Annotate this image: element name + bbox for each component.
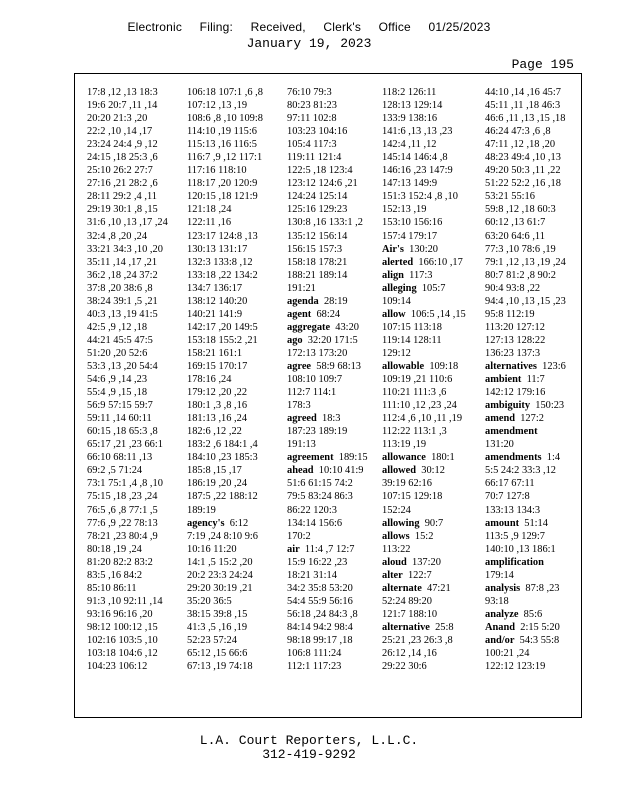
index-entry: 52:23 57:24 bbox=[187, 634, 237, 646]
index-entry: allowed 30:12 bbox=[382, 465, 445, 477]
index-entry: alternatives 123:6 bbox=[485, 360, 566, 372]
index-entry: 107:15 113:18 bbox=[382, 321, 442, 333]
index-entry: 117:16 118:10 bbox=[187, 165, 247, 177]
index-entry: 107:12 ,13 ,19 bbox=[187, 100, 248, 112]
index-entry: alleging 105:7 bbox=[382, 282, 446, 294]
index-entry: 33:21 34:3 ,10 ,20 bbox=[87, 243, 163, 255]
index-entry: allows 15:2 bbox=[382, 530, 434, 542]
index-entry: 122:12 123:19 bbox=[485, 661, 546, 673]
index-entry: agency's 6:12 bbox=[187, 517, 249, 529]
index-entry: 44:10 ,14 ,16 45:7 bbox=[485, 87, 561, 98]
index-entry: 111:10 ,12 ,23 ,24 bbox=[382, 400, 457, 412]
index-entry: 136:23 137:3 bbox=[485, 347, 541, 359]
index-entry: 125:16 129:23 bbox=[287, 204, 348, 216]
index-entry: 113:22 bbox=[382, 543, 411, 555]
filing-word-2: Filing: bbox=[199, 20, 234, 34]
index-entry: 56:18 ,24 84:3 ,8 bbox=[287, 608, 358, 620]
index-entry: 91:3 ,10 92:11 ,14 bbox=[87, 595, 163, 607]
index-entry: amount 51:14 bbox=[485, 517, 548, 529]
index-entry: 25:21 ,23 26:3 ,8 bbox=[382, 634, 453, 646]
index-entry: 32:4 ,8 ,20 ,24 bbox=[87, 230, 148, 242]
index-entry: 60:12 ,13 61:7 bbox=[485, 217, 546, 229]
index-entry: 118:2 126:11 bbox=[382, 87, 437, 98]
index-entry: 20:2 23:3 24:24 bbox=[187, 569, 253, 581]
index-entry: 90:4 93:8 ,22 bbox=[485, 282, 541, 294]
index-entry: 98:12 100:12 ,15 bbox=[87, 621, 158, 633]
index-entry: 109:19 ,21 110:6 bbox=[382, 374, 453, 386]
index-entry: 112:22 113:1 ,3 bbox=[382, 426, 447, 438]
index-entry: 98:18 99:17 ,18 bbox=[287, 634, 353, 646]
index-entry: 146:16 ,23 147:9 bbox=[382, 165, 453, 177]
index-entry: alternative 25:8 bbox=[382, 621, 454, 633]
index-entry: 121:18 ,24 bbox=[187, 204, 232, 216]
index-entry: 66:17 67:11 bbox=[485, 478, 535, 490]
index-entry: 93:18 bbox=[485, 595, 509, 607]
index-entry: aggregate 43:20 bbox=[287, 321, 359, 333]
index-entry: 189:19 bbox=[187, 504, 216, 516]
index-entry: alerted 166:10 ,17 bbox=[382, 256, 463, 268]
index-entry: 54:6 ,9 ,14 ,23 bbox=[87, 374, 148, 386]
index-entry: 158:21 161:1 bbox=[187, 347, 243, 359]
index-entry: 188:21 189:14 bbox=[287, 269, 348, 281]
index-entry: 119:14 128:11 bbox=[382, 334, 442, 346]
index-entry: 135:12 156:14 bbox=[287, 230, 348, 242]
index-entry: 140:21 141:9 bbox=[187, 308, 243, 320]
index-entry: 133:18 ,22 134:2 bbox=[187, 269, 258, 281]
index-entry: 46:24 47:3 ,6 ,8 bbox=[485, 126, 551, 138]
index-entry: 169:15 170:17 bbox=[187, 360, 248, 372]
index-entry: 67:13 ,19 74:18 bbox=[187, 661, 253, 673]
index-entry: 138:12 140:20 bbox=[187, 295, 248, 307]
index-entry: 151:3 152:4 ,8 ,10 bbox=[382, 191, 458, 203]
index-entry: 158:18 178:21 bbox=[287, 256, 348, 268]
index-entry: 26:12 ,14 ,16 bbox=[382, 648, 437, 660]
index-entry: 52:24 89:20 bbox=[382, 595, 432, 607]
index-entry: 25:10 26:2 27:7 bbox=[87, 165, 153, 177]
index-entry: amendment bbox=[485, 426, 538, 438]
index-entry: 145:14 146:4 ,8 bbox=[382, 152, 448, 164]
index-entry: 131:20 bbox=[485, 439, 514, 451]
index-entry: 48:23 49:4 ,10 ,13 bbox=[485, 152, 561, 164]
index-entry: 130:13 131:17 bbox=[187, 243, 248, 255]
index-entry: 73:1 75:1 ,4 ,8 ,10 bbox=[87, 478, 163, 490]
index-entry: agreement 189:15 bbox=[287, 452, 368, 464]
index-entry: 184:10 ,23 185:3 bbox=[187, 452, 258, 464]
index-entry: 123:17 124:8 ,13 bbox=[187, 230, 258, 242]
index-entry: 70:7 127:8 bbox=[485, 491, 530, 503]
index-entry: 152:24 bbox=[382, 504, 411, 516]
index-entry: analysis 87:8 ,23 bbox=[485, 582, 560, 594]
index-entry: 113:20 127:12 bbox=[485, 321, 545, 333]
index-entry: 179:12 ,20 ,22 bbox=[187, 387, 248, 399]
index-entry: 178:16 ,24 bbox=[187, 374, 232, 386]
filing-word-3: Received, bbox=[250, 20, 306, 34]
index-entry: agreed 18:3 bbox=[287, 413, 341, 425]
index-entry: 113:19 ,19 bbox=[382, 439, 427, 451]
index-entry: 35:20 36:5 bbox=[187, 595, 232, 607]
index-entry: 191:13 bbox=[287, 439, 316, 451]
index-entry: 142:4 ,11 ,12 bbox=[382, 139, 437, 151]
transcript-date: January 19, 2023 bbox=[246, 36, 372, 51]
index-entry: 108:10 109:7 bbox=[287, 374, 343, 386]
index-entry: 113:5 ,9 129:7 bbox=[485, 530, 545, 542]
index-entry: 127:13 128:22 bbox=[485, 334, 546, 346]
index-entry: 81:20 82:2 83:2 bbox=[87, 556, 153, 568]
index-entry: 112:7 114:1 bbox=[287, 387, 337, 399]
index-entry: aloud 137:20 bbox=[382, 556, 441, 568]
index-entry: 187:5 ,22 188:12 bbox=[187, 491, 258, 503]
index-entry: 147:13 149:9 bbox=[382, 178, 438, 190]
index-entry: 107:15 129:18 bbox=[382, 491, 443, 503]
index-entry: ambient 11:7 bbox=[485, 374, 545, 386]
index-column-2 bbox=[187, 86, 263, 706]
index-entry: 134:7 136:17 bbox=[187, 282, 243, 294]
index-entry: 140:10 ,13 186:1 bbox=[485, 543, 556, 555]
index-entry: 39:19 62:16 bbox=[382, 478, 432, 490]
index-entry: 46:6 ,11 ,13 ,15 ,18 bbox=[485, 113, 566, 125]
index-entry: 78:21 ,23 80:4 ,9 bbox=[87, 530, 158, 542]
index-entry: 170:2 bbox=[287, 530, 311, 542]
index-frame bbox=[74, 73, 582, 718]
index-entry: 103:18 104:6 ,12 bbox=[87, 648, 158, 660]
index-entry: 132:3 133:8 ,12 bbox=[187, 256, 253, 268]
index-entry: 24:15 ,18 25:3 ,6 bbox=[87, 152, 158, 164]
index-entry: 41:3 ,5 ,16 ,19 bbox=[187, 621, 248, 633]
index-entry: 128:13 129:14 bbox=[382, 100, 443, 112]
index-entry: 178:3 bbox=[287, 400, 311, 412]
index-entry: 179:14 bbox=[485, 569, 514, 581]
index-entry: 83:5 ,16 84:2 bbox=[87, 569, 143, 581]
index-entry: 49:20 50:3 ,11 ,22 bbox=[485, 165, 561, 177]
index-entry: 69:2 ,5 71:24 bbox=[87, 465, 143, 477]
index-entry: analyze 85:6 bbox=[485, 608, 543, 620]
index-entry: 51:20 ,20 52:6 bbox=[87, 347, 148, 359]
index-column-4 bbox=[382, 86, 466, 706]
index-entry: 14:1 ,5 15:2 ,20 bbox=[187, 556, 253, 568]
index-entry: 93:16 96:16 ,20 bbox=[87, 608, 153, 620]
index-entry: 116:7 ,9 ,12 117:1 bbox=[187, 152, 263, 164]
index-entry: 29:20 30:19 ,21 bbox=[187, 582, 253, 594]
index-entry: 142:12 179:16 bbox=[485, 387, 546, 399]
index-entry: 109:14 bbox=[382, 295, 411, 307]
index-entry: 23:24 24:4 ,9 ,12 bbox=[87, 139, 158, 151]
index-entry: 103:23 104:16 bbox=[287, 126, 348, 138]
index-entry: 85:10 86:11 bbox=[87, 582, 137, 594]
index-entry: 54:4 55:9 56:16 bbox=[287, 595, 353, 607]
index-entry: 44:21 45:5 47:5 bbox=[87, 334, 153, 346]
index-entry: 29:19 30:1 ,8 ,15 bbox=[87, 204, 158, 216]
index-column-3 bbox=[287, 86, 368, 706]
index-entry: 65:17 ,21 ,23 66:1 bbox=[87, 439, 163, 451]
index-entry: 18:21 31:14 bbox=[287, 569, 337, 581]
index-entry: 15:9 16:22 ,23 bbox=[287, 556, 348, 568]
index-entry: Anand 2:15 5:20 bbox=[485, 621, 560, 633]
filing-word-4: Clerk's bbox=[323, 20, 362, 34]
index-entry: 76:5 ,6 ,8 77:1 ,5 bbox=[87, 504, 158, 516]
index-entry: 115:13 ,16 116:5 bbox=[187, 139, 257, 151]
index-entry: 122:11 ,16 bbox=[187, 217, 232, 229]
index-entry: 19:6 20:7 ,11 ,14 bbox=[87, 100, 158, 112]
index-entry: 105:4 117:3 bbox=[287, 139, 337, 151]
index-entry: 34:2 35:8 53:20 bbox=[287, 582, 353, 594]
index-entry: 5:5 24:2 33:3 ,12 bbox=[485, 465, 557, 477]
index-entry: 134:14 156:6 bbox=[287, 517, 343, 529]
index-entry: amplification bbox=[485, 556, 544, 568]
index-entry: and/or 54:3 55:8 bbox=[485, 634, 560, 646]
index-entry: 187:23 189:19 bbox=[287, 426, 348, 438]
index-entry: 133:13 134:3 bbox=[485, 504, 541, 516]
index-entry: Air's 130:20 bbox=[382, 243, 438, 255]
index-entry: 106:18 107:1 ,6 ,8 bbox=[187, 87, 263, 98]
index-entry: 38:24 39:1 ,5 ,21 bbox=[87, 295, 158, 307]
index-entry: 35:11 ,14 ,17 ,21 bbox=[87, 256, 158, 268]
index-entry: 76:10 79:3 bbox=[287, 87, 332, 98]
index-entry: agent 68:24 bbox=[287, 308, 341, 320]
index-entry: 17:8 ,12 ,13 18:3 bbox=[87, 87, 158, 98]
index-entry: 186:19 ,20 ,24 bbox=[187, 478, 248, 490]
court-reporter-phone: 312-419-9292 bbox=[262, 747, 356, 762]
index-entry: 22:2 ,10 ,14 ,17 bbox=[87, 126, 153, 138]
index-entry: 94:4 ,10 ,13 ,15 ,23 bbox=[485, 295, 566, 307]
filing-word-5: Office bbox=[378, 20, 411, 34]
electronic-filing-stamp bbox=[0, 20, 618, 34]
index-entry: 180:1 ,3 ,8 ,16 bbox=[187, 400, 248, 412]
index-entry: 100:21 ,24 bbox=[485, 648, 530, 660]
index-entry: 20:20 21:3 ,20 bbox=[87, 113, 148, 125]
index-entry: 185:8 ,15 ,17 bbox=[187, 465, 242, 477]
index-entry: 80:23 81:23 bbox=[287, 100, 337, 112]
index-entry: 38:15 39:8 ,15 bbox=[187, 608, 248, 620]
index-entry: 106:8 111:24 bbox=[287, 648, 342, 660]
index-entry: 63:20 64:6 ,11 bbox=[485, 230, 545, 242]
filing-word-6: 01/25/2023 bbox=[428, 20, 491, 34]
index-entry: agree 58:9 68:13 bbox=[287, 360, 361, 372]
index-entry: 153:18 155:2 ,21 bbox=[187, 334, 258, 346]
index-entry: 86:22 120:3 bbox=[287, 504, 337, 516]
index-entry: allowance 180:1 bbox=[382, 452, 455, 464]
index-entry: amend 127:2 bbox=[485, 413, 544, 425]
index-entry: 53:3 ,13 ,20 54:4 bbox=[87, 360, 158, 372]
index-entry: 141:6 ,13 ,13 ,23 bbox=[382, 126, 453, 138]
index-entry: 53:21 55:16 bbox=[485, 191, 535, 203]
index-entry: 45:11 ,11 ,18 46:3 bbox=[485, 100, 561, 112]
page-number: Page 195 bbox=[511, 57, 574, 72]
index-entry: 124:24 125:14 bbox=[287, 191, 348, 203]
index-column-5 bbox=[485, 86, 566, 706]
index-entry: 29:22 30:6 bbox=[382, 661, 427, 673]
index-entry: air 11:4 ,7 12:7 bbox=[287, 543, 355, 555]
index-entry: 59:8 ,12 ,18 60:3 bbox=[485, 204, 556, 216]
court-reporter-name: L.A. Court Reporters, L.L.C. bbox=[199, 733, 419, 748]
index-entry: 77:6 ,9 ,22 78:13 bbox=[87, 517, 158, 529]
index-entry: amendments 1:4 bbox=[485, 452, 561, 464]
index-entry: 66:10 68:11 ,13 bbox=[87, 452, 153, 464]
index-entry: 75:15 ,18 ,23 ,24 bbox=[87, 491, 158, 503]
index-entry: 156:15 157:3 bbox=[287, 243, 343, 255]
index-entry: 157:4 179:17 bbox=[382, 230, 438, 242]
index-entry: 27:16 ,21 28:2 ,6 bbox=[87, 178, 158, 190]
index-entry: 122:5 ,18 123:4 bbox=[287, 165, 353, 177]
index-entry: 182:6 ,12 ,22 bbox=[187, 426, 242, 438]
index-entry: 65:12 ,15 66:6 bbox=[187, 648, 248, 660]
index-entry: 142:17 ,20 149:5 bbox=[187, 321, 258, 333]
index-entry: 97:11 102:8 bbox=[287, 113, 337, 125]
index-entry: 10:16 11:20 bbox=[187, 543, 237, 555]
index-entry: 104:23 106:12 bbox=[87, 661, 148, 673]
index-entry: 51:22 52:2 ,16 ,18 bbox=[485, 178, 561, 190]
index-entry: 118:17 ,20 120:9 bbox=[187, 178, 258, 190]
index-entry: 42:5 ,9 ,12 ,18 bbox=[87, 321, 148, 333]
index-entry: ago 32:20 171:5 bbox=[287, 334, 358, 346]
index-entry: 130:8 ,16 133:1 ,2 bbox=[287, 217, 363, 229]
index-entry: align 117:3 bbox=[382, 269, 433, 281]
index-entry: 79:1 ,12 ,13 ,19 ,24 bbox=[485, 256, 566, 268]
index-entry: 129:12 bbox=[382, 347, 411, 359]
index-entry: 152:13 ,19 bbox=[382, 204, 427, 216]
index-entry: 7:19 ,24 8:10 9:6 bbox=[187, 530, 259, 542]
index-entry: 55:4 ,9 ,15 ,18 bbox=[87, 387, 148, 399]
index-entry: 108:6 ,8 ,10 109:8 bbox=[187, 113, 263, 125]
index-entry: alter 122:7 bbox=[382, 569, 432, 581]
index-entry: 133:9 138:16 bbox=[382, 113, 438, 125]
index-entry: 181:13 ,16 ,24 bbox=[187, 413, 248, 425]
index-entry: 114:10 ,19 115:6 bbox=[187, 126, 257, 138]
index-entry: alternate 47:21 bbox=[382, 582, 451, 594]
index-entry: agenda 28:19 bbox=[287, 295, 348, 307]
index-entry: 153:10 156:16 bbox=[382, 217, 443, 229]
index-entry: 112:1 117:23 bbox=[287, 661, 342, 673]
index-entry: 191:21 bbox=[287, 282, 316, 294]
index-entry: 95:8 112:19 bbox=[485, 308, 535, 320]
index-entry: 56:9 57:15 59:7 bbox=[87, 400, 153, 412]
index-entry: 102:16 103:5 ,10 bbox=[87, 634, 158, 646]
index-entry: allowable 109:18 bbox=[382, 360, 459, 372]
index-entry: 36:2 ,18 ,24 37:2 bbox=[87, 269, 158, 281]
index-entry: 77:3 ,10 78:6 ,19 bbox=[485, 243, 556, 255]
filing-word-1: Electronic bbox=[127, 20, 183, 34]
index-entry: 80:18 ,19 ,24 bbox=[87, 543, 142, 555]
index-entry: 59:11 ,14 60:11 bbox=[87, 413, 152, 425]
index-entry: 121:7 188:10 bbox=[382, 608, 438, 620]
index-entry: 110:21 111:3 ,6 bbox=[382, 387, 447, 399]
index-entry: allow 106:5 ,14 ,15 bbox=[382, 308, 466, 320]
index-entry: 51:6 61:15 74:2 bbox=[287, 478, 353, 490]
index-entry: 60:15 ,18 65:3 ,8 bbox=[87, 426, 158, 438]
index-entry: 80:7 81:2 ,8 90:2 bbox=[485, 269, 557, 281]
index-entry: 123:12 124:6 ,21 bbox=[287, 178, 358, 190]
index-entry: 119:11 121:4 bbox=[287, 152, 342, 164]
index-column-1 bbox=[87, 86, 168, 706]
index-entry: 112:4 ,6 ,10 ,11 ,19 bbox=[382, 413, 463, 425]
index-entry: 79:5 83:24 86:3 bbox=[287, 491, 353, 503]
index-entry: 40:3 ,13 ,19 41:5 bbox=[87, 308, 158, 320]
index-entry: 31:6 ,10 ,13 ,17 ,24 bbox=[87, 217, 168, 229]
index-entry: ambiguity 150:23 bbox=[485, 400, 565, 412]
index-entry: 84:14 94:2 98:4 bbox=[287, 621, 353, 633]
index-entry: 28:11 29:2 ,4 ,11 bbox=[87, 191, 157, 203]
index-entry: 172:13 173:20 bbox=[287, 347, 348, 359]
index-entry: 47:11 ,12 ,18 ,20 bbox=[485, 139, 556, 151]
index-entry: 183:2 ,6 184:1 ,4 bbox=[187, 439, 258, 451]
index-entry: 120:15 ,18 121:9 bbox=[187, 191, 258, 203]
index-entry: 37:8 ,20 38:6 ,8 bbox=[87, 282, 153, 294]
index-entry: ahead 10:10 41:9 bbox=[287, 465, 364, 477]
index-entry: allowing 90:7 bbox=[382, 517, 444, 529]
